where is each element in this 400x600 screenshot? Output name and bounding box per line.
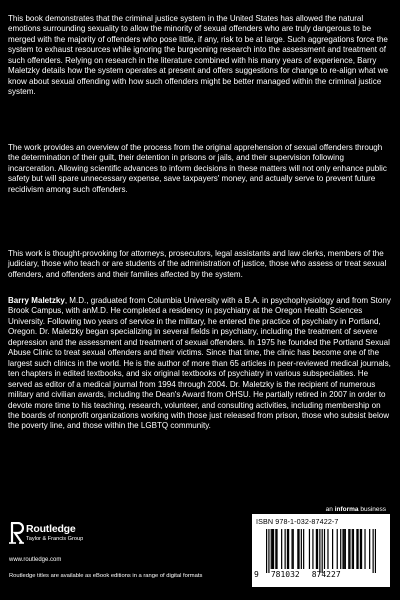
informa-business-tag: an informa business [325, 506, 386, 513]
barcode-bar [285, 529, 286, 569]
author-name: Barry Maletzky [8, 296, 65, 305]
barcode-bar [298, 529, 299, 569]
routledge-r-mark-icon [9, 522, 24, 544]
barcode-digits-left: 781032 [270, 570, 300, 579]
barcode-bar [344, 529, 345, 569]
barcode-bar [352, 529, 353, 569]
barcode-bar [357, 529, 358, 569]
barcode-bar [332, 529, 333, 569]
barcode-bar [360, 529, 361, 569]
barcode-bar [327, 529, 328, 569]
barcode [266, 529, 376, 573]
blurb-paragraph-1: This book demonstrates that the criminal justice system in the United States has allowed the natural emotions surrounding sexuality to allow the minority of sexual offenders who are truly dangerous to be merged with the majority of offenders who pose little, if any, risk to be at large. Such aggregations force the system to exhaust resources while ignoring the burgeoning research into the assessment and treatment of such offenders. Relying on research in the literature combined with his many years of experience, Barry Maletzky details how the system operates at present and offers suggestions for change to re-align what we know about sexual offending with how such offenders might be better managed within the criminal justice system. [8, 14, 389, 97]
barcode-bar [356, 529, 357, 569]
barcode-digits [254, 570, 388, 579]
barcode-bar [266, 529, 267, 573]
barcode-bar [276, 529, 277, 569]
barcode-bar [268, 529, 269, 573]
barcode-bar [319, 529, 320, 573]
ebook-note: Routledge titles are available as eBook editions in a range of digital formats [9, 573, 203, 579]
barcode-bar [317, 529, 318, 569]
barcode-bar [324, 529, 325, 569]
barcode-bar [345, 529, 346, 569]
author-bio-text: , M.D., graduated from Columbia University with a B.A. in psychophysiology and from Stony Brook Campus, with anM.D. He completed a residency in psychiatry at the Oregon Health Sciences University. Following two years of service in the military, he entered the practice of psychiatry in Portland, Oregon. Dr. Maletzky began specializing in several fields in psychiatry, including the treatment of severe depression and the assessment and treatment of sexual offenders. In 1975 he founded the Portland Sexual Abuse Clinic to treat sexual offenders and their victims. Since that time, the clinic has become one of the largest such clinics in the world. He is the author of more than 65 articles in peer-reviewed medical journals, ten chapters in edited textbooks, and six original textbooks of psychiatry in various subspecialties. He served as editor of a medical journal from 1994 through 2004. Dr. Maletzky is the recipient of numerous military and civilian awards, including the Dean's Award from OHSU. He partially retired in 2007 in order to devote more time to his teaching, research, volunteer, and consulting activities, including membership on the boards of nonprofit organizations working with those just released from prison, those who subsist below the poverty line, and those within the LGBTQ community. [8, 296, 391, 431]
blurb-paragraph-2: The work provides an overview of the process from the original apprehension of sexual offenders through the determination of their guilt, their detention in prisons or jails, and their supervision following incarceration. Allowing scientific advances to inform decisions in these matters will not only enhance public safety but will spare unnecessary expense, save taxpayers' money, and actually serve to prevent future recidivism among such offenders. [8, 143, 387, 194]
barcode-bar [364, 529, 365, 569]
barcode-bar [303, 529, 304, 569]
publisher-website: www.routledge.com [9, 557, 62, 563]
publisher-name: Routledge [26, 523, 76, 535]
barcode-bar [349, 529, 350, 569]
barcode-bar [369, 529, 370, 569]
barcode-bar [291, 529, 292, 569]
barcode-bar [337, 529, 338, 569]
barcode-bar [316, 529, 317, 569]
barcode-bar [312, 529, 313, 569]
barcode-bar [275, 529, 276, 569]
barcode-bar [322, 529, 323, 573]
barcode-bar [340, 529, 341, 569]
barcode-bar [353, 529, 354, 569]
barcode-bar [342, 529, 343, 569]
barcode-bar [373, 529, 374, 573]
isbn-barcode-box [252, 514, 390, 587]
barcode-bar [272, 529, 273, 569]
author-bio [8, 296, 392, 432]
barcode-bar [375, 529, 376, 573]
barcode-digit-first: 9 [254, 570, 259, 579]
barcode-bar [281, 529, 282, 569]
informa-brand: informa [334, 506, 359, 513]
barcode-bar [309, 529, 310, 569]
blurb-paragraph-3: This work is thought-provoking for attorneys, prosecutors, legal assistants and law clerks, members of the judiciary, those who teach or are students of the administration of justice, those who assess or treat sexual offenders, and offenders and their families affected by the system. [8, 249, 387, 279]
barcode-bar [271, 529, 272, 569]
barcode-bar [273, 529, 274, 569]
barcode-bar [293, 529, 294, 569]
publisher-logo [9, 521, 84, 551]
barcode-bar [301, 529, 302, 569]
barcode-digits-right: 874227 [311, 570, 341, 579]
barcode-bar [297, 529, 298, 569]
publisher-group: Taylor & Francis Group [26, 536, 84, 542]
barcode-bar [288, 529, 289, 569]
barcode-bar [348, 529, 349, 569]
barcode-bar [287, 529, 288, 569]
barcode-bar [361, 529, 362, 569]
isbn-label: ISBN 978-1-032-87422-7 [256, 517, 339, 526]
